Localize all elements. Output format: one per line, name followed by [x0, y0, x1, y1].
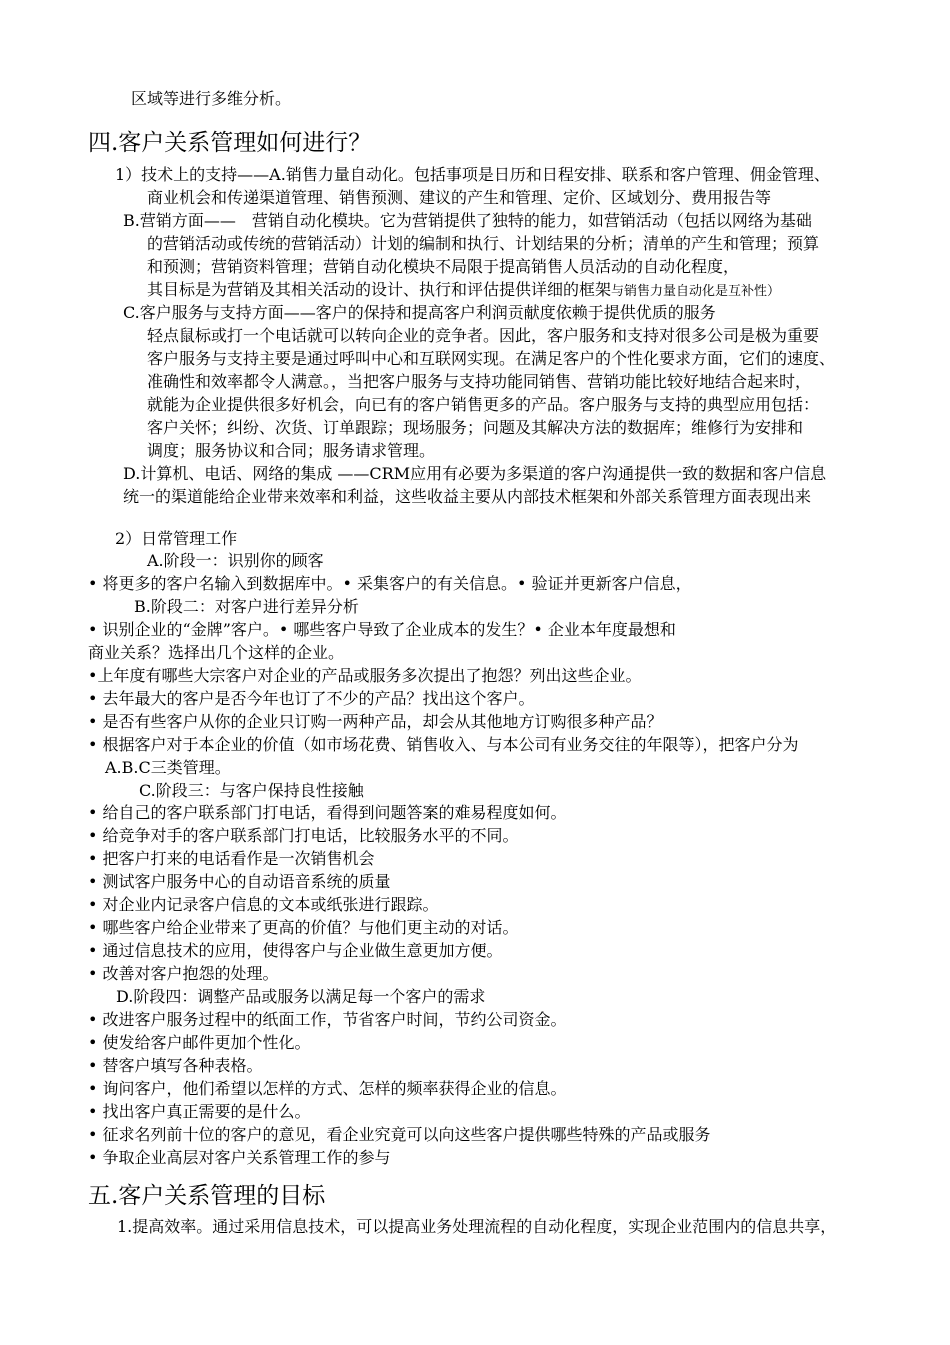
text-line: 客户服务与支持主要是通过呼叫中心和互联网实现。在满足客户的个性化要求方面，它们的速度、 [147, 349, 836, 368]
text-line: 统一的渠道能给企业带来效率和利益，这些收益主要从内部技术框架和外部关系管理方面表现出来 [123, 487, 812, 506]
text-line: • 识别企业的“金牌”客户。• 哪些客户导致了企业成本的发生？• 企业本年度最想和 [88, 620, 676, 639]
text-line: B.阶段二：对客户进行差异分析 [134, 597, 359, 616]
text-line: • 给竞争对手的客户联系部门打电话，比较服务水平的不同。 [88, 826, 519, 845]
text-line: • 测试客户服务中心的自动语音系统的质量 [88, 872, 391, 891]
text-line: 2）日常管理工作 [115, 529, 238, 548]
text-line: 调度；服务协议和合同；服务请求管理。 [147, 441, 436, 460]
text-line: • 改进客户服务过程中的纸面工作，节省客户时间，节约公司资金。 [88, 1010, 567, 1029]
text-line: • 把客户打来的电话看作是一次销售机会 [88, 849, 375, 868]
section-heading-5: 五.客户关系管理的目标 [88, 1183, 326, 1209]
text-line: •上年度有哪些大宗客户对企业的产品或服务多次提出了抱怨？列出这些企业。 [88, 666, 642, 685]
text-line: • 替客户填写各种表格。 [88, 1056, 263, 1075]
text-line: • 争取企业高层对客户关系管理工作的参与 [88, 1148, 391, 1167]
text-span: 其目标是为营销及其相关活动的设计、执行和评估提供详细的框架 [147, 280, 612, 299]
text-line: • 征求名列前十位的客户的意见，看企业究竟可以向这些客户提供哪些特殊的产品或服务 [88, 1125, 711, 1144]
text-line: • 找出客户真正需要的是什么。 [88, 1102, 311, 1121]
text-line: 轻点鼠标或打一个电话就可以转向企业的竞争者。因此，客户服务和支持对很多公司是极为重要 [147, 326, 820, 345]
section-heading-4: 四.客户关系管理如何进行？ [88, 130, 372, 156]
text-line: • 将更多的客户名输入到数据库中。• 采集客户的有关信息。• 验证并更新客户信息， [88, 574, 692, 593]
text-line: C.阶段三：与客户保持良性接触 [139, 781, 364, 800]
text-span-small: 与销售力量自动化是互补性） [611, 284, 781, 299]
text-line: • 对企业内记录客户信息的文本或纸张进行跟踪。 [88, 895, 439, 914]
text-line: • 改善对客户抱怨的处理。 [88, 964, 279, 983]
text-line: A.阶段一：识别你的顾客 [147, 551, 324, 570]
text-line: 的营销活动或传统的营销活动）计划的编制和执行、计划结果的分析；清单的产生和管理；预算 [147, 234, 820, 253]
text-line: D.阶段四：调整产品或服务以满足每一个客户的需求 [116, 987, 486, 1006]
text-line: • 是否有些客户从你的企业只订购一两种产品，却会从其他地方订购很多种产品？ [88, 712, 663, 731]
text-line: 准确性和效率都令人满意。，当把客户服务与支持功能同销售、营销功能比较好地结合起来时， [147, 372, 812, 391]
text-line [147, 279, 780, 303]
text-line: 就能为企业提供很多好机会，向已有的客户销售更多的产品。客户服务与支持的典型应用包括： [147, 395, 820, 414]
text-line: • 询问客户，他们希望以怎样的方式、怎样的频率获得企业的信息。 [88, 1079, 567, 1098]
text-line: A.B.C三类管理。 [105, 758, 231, 777]
text-line: 商业机会和传递渠道管理、销售预测、建议的产生和管理、定价、区域划分、费用报告等 [147, 188, 772, 207]
text-line: • 去年最大的客户是否今年也订了不少的产品？找出这个客户。 [88, 689, 535, 708]
text-line: 1）技术上的支持——A.销售力量自动化。包括事项是日历和日程安排、联系和客户管理、佣金管理、 [115, 165, 830, 184]
text-line: C.客户服务与支持方面——客户的保持和提高客户利润贡献度依赖于提供优质的服务 [123, 303, 716, 322]
text-line: • 给自己的客户联系部门打电话，看得到问题答案的难易程度如何。 [88, 803, 567, 822]
text-line: • 根据客户对于本企业的价值（如市场花费、销售收入、与本公司有业务交往的年限等），把客户分为 [88, 735, 799, 754]
text-line: • 使发给客户邮件更加个性化。 [88, 1033, 311, 1052]
text-line: 区域等进行多维分析。 [131, 89, 292, 108]
text-line: D.计算机、电话、网络的集成 ——CRM应用有必要为多渠道的客户沟通提供一致的数据和客户信息 [123, 464, 827, 483]
text-line: 客户关怀；纠纷、次货、订单跟踪；现场服务；问题及其解决方法的数据库；维修行为安排和 [147, 418, 804, 437]
text-line: 和预测；营销资料管理；营销自动化模块不局限于提高销售人员活动的自动化程度， [147, 257, 740, 276]
text-line: • 通过信息技术的应用，使得客户与企业做生意更加方便。 [88, 941, 503, 960]
text-line: B.营销方面—— 营销自动化模块。它为营销提供了独特的能力，如营销活动（包括以网络为基础 [123, 211, 812, 230]
text-line: • 哪些客户给企业带来了更高的价值？与他们更主动的对话。 [88, 918, 519, 937]
text-line: 商业关系？选择出几个这样的企业。 [88, 643, 345, 662]
text-line: 1.提高效率。通过采用信息技术，可以提高业务处理流程的自动化程度，实现企业范围内的信息共享， [117, 1217, 837, 1236]
